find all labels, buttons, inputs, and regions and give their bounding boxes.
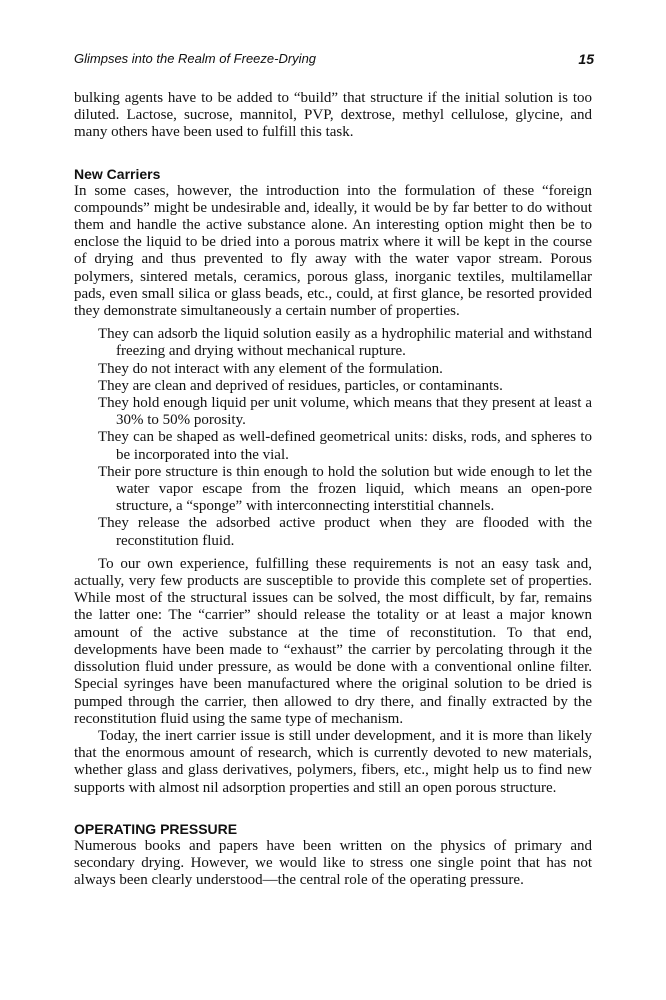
- operating-pressure-paragraph: Numerous books and papers have been written on the physics of primary and secondary drying. However, we would like to stress one single point that has not always been clearly understood—the central role of the operating pressure.: [74, 837, 592, 889]
- section-heading-new-carriers: New Carriers: [74, 165, 161, 182]
- intro-paragraph: bulking agents have to be added to “build” that structure if the initial solution is too diluted. Lactose, sucrose, mannitol, PVP, dextrose, methyl cellulose, glycine, and many others have been used to fulfill this task.: [74, 90, 592, 141]
- carrier-properties-list: [74, 326, 592, 550]
- page-number: 15: [578, 51, 594, 67]
- list-item: They release the adsorbed active product when they are flooded with the reconstitution fluid.: [98, 515, 592, 549]
- list-item: They can adsorb the liquid solution easily as a hydrophilic material and withstand freezing and drying without mechanical rupture.: [98, 326, 592, 360]
- running-title: Glimpses into the Realm of Freeze-Drying: [74, 51, 317, 66]
- page-body: [74, 90, 592, 889]
- new-carriers-paragraph: In some cases, however, the introduction into the formulation of these “foreign compounds” might be undesirable and, ideally, it would be by far better to do without them and handle the active substance alone. An interesting option might then be to enclose the liquid to be dried into a porous matrix where it will be kept in the course of drying and thus prevented to fly away with the water vapor stream. Porous polymers, sintered metals, ceramics, porous glass, inorganic textiles, multilamellar pads, even small silica or glass beads, etc., could, at first glance, be resorted provided they demonstrate simultaneously a certain number of properties.: [74, 182, 592, 320]
- list-item: They can be shaped as well-defined geometrical units: disks, rods, and spheres to be incorporated into the vial.: [98, 429, 592, 463]
- list-item: They are clean and deprived of residues, particles, or contaminants.: [98, 377, 503, 394]
- running-header: [74, 51, 594, 69]
- list-item: Their pore structure is thin enough to hold the solution but wide enough to let the water vapor escape from the frozen liquid, which means an open-pore structure, a “sponge” with interconnecting interstitial channels.: [98, 463, 592, 515]
- today-paragraph: Today, the inert carrier issue is still under development, and it is more than likely that the enormous amount of research, which is currently devoted to new materials, whether glass and glass derivatives, polymers, fibers, etc., might help us to find new supports with almost nil adsorption properties and still an open porous structure.: [74, 727, 592, 796]
- experience-paragraph: To our own experience, fulfilling these requirements is not an easy task and, actually, very few products are susceptible to provide this complete set of properties. While most of the structural issues can be solved, the most difficult, by far, remains the latter one: The “carrier” should release the totality or at least a major known amount of the active substance at the time of reconstitution. To that end, developments have been made to “exhaust” the carrier by percolating through it the dissolution fluid under pressure, as would be done with a conventional online filter. Special syringes have been manufactured where the original solution to be dried is pumped through the carrier, then allowed to dry there, and finally extracted by the reconstitution fluid using the same type of mechanism.: [74, 555, 592, 727]
- list-item: They hold enough liquid per unit volume, which means that they present at least a 30% to 50% porosity.: [98, 395, 592, 429]
- section-heading-operating-pressure: OPERATING PRESSURE: [74, 820, 238, 837]
- list-item: They do not interact with any element of the formulation.: [98, 360, 443, 377]
